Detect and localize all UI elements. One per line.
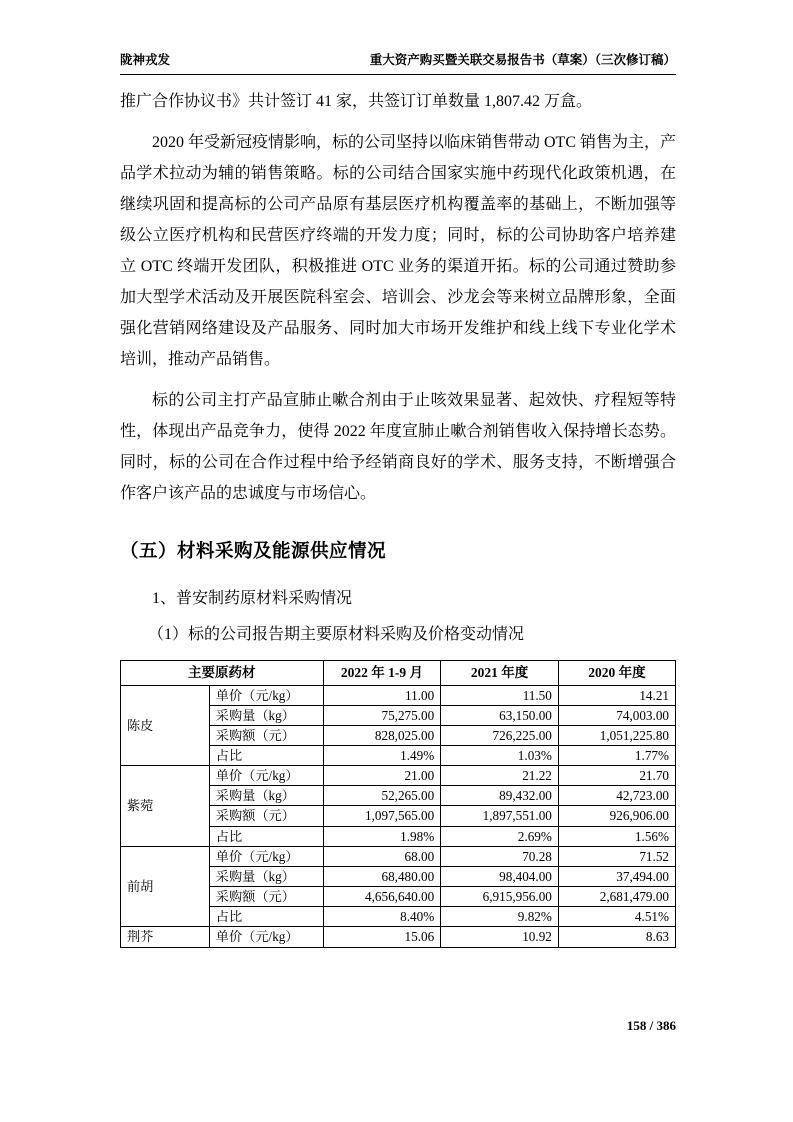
page-header <box>120 50 676 75</box>
col-header-period: 2021 年度 <box>441 661 559 686</box>
value-cell: 98,404.00 <box>441 866 559 886</box>
value-cell: 63,150.00 <box>441 705 559 725</box>
value-cell: 74,003.00 <box>558 705 675 725</box>
value-cell: 42,723.00 <box>558 786 675 806</box>
value-cell: 2.69% <box>441 826 559 846</box>
metric-label-cell: 采购量（kg） <box>209 705 323 725</box>
table-row <box>121 766 676 786</box>
material-name-cell: 前胡 <box>121 846 210 927</box>
value-cell: 14.21 <box>558 685 675 705</box>
material-name-cell: 荆芥 <box>121 927 210 947</box>
value-cell: 828,025.00 <box>323 725 441 745</box>
table-body <box>121 685 676 947</box>
value-cell: 1.77% <box>558 746 675 766</box>
col-header-period: 2022 年 1-9 月 <box>323 661 441 686</box>
page-content <box>120 86 676 948</box>
value-cell: 21.00 <box>323 766 441 786</box>
value-cell: 6,915,956.00 <box>441 887 559 907</box>
value-cell: 8.40% <box>323 907 441 927</box>
value-cell: 4,656,640.00 <box>323 887 441 907</box>
value-cell: 2,681,479.00 <box>558 887 675 907</box>
body-paragraph: 2020 年受新冠疫情影响，标的公司坚持以临床销售带动 OTC 销售为主，产品学术拉动为辅的销售策略。标的公司结合国家实施中药现代化政策机遇，在继续巩固和提高标的公司产品原有基层医疗机构覆盖率的基础上，不断加强等级公立医疗机构和民营医疗终端的开发力度；同时，标的公司协助客户培养建立 OTC 终端开发团队，积极推进 OTC 业务的渠道开拓。标的公司通过赞助参加大型学术活动及开展医院科室会、培训会、沙龙会等来树立品牌形象，全面强化营销网络建设及产品服务、同时加大市场开发维护和线上线下专业化学术培训，推动产品销售。 <box>120 134 677 368</box>
raw-materials-table <box>120 660 676 948</box>
metric-label-cell: 采购量（kg） <box>209 786 323 806</box>
metric-label-cell: 单价（元/kg） <box>209 927 323 947</box>
section-heading: （五）材料采购及能源供应情况 <box>120 540 387 561</box>
subsection-heading-1: 1、普安制药原材料采购情况 <box>152 590 353 607</box>
value-cell: 1,897,551.00 <box>441 806 559 826</box>
col-header-material: 主要原药材 <box>121 661 324 686</box>
metric-label-cell: 采购量（kg） <box>209 866 323 886</box>
col-header-period: 2020 年度 <box>558 661 675 686</box>
subsection-heading-2: （1）标的公司报告期主要原材料采购及价格变动情况 <box>148 626 525 643</box>
metric-label-cell: 单价（元/kg） <box>209 846 323 866</box>
value-cell: 1,097,565.00 <box>323 806 441 826</box>
value-cell: 926,906.00 <box>558 806 675 826</box>
table-row <box>121 927 676 947</box>
value-cell: 52,265.00 <box>323 786 441 806</box>
material-name-cell: 紫菀 <box>121 766 210 847</box>
page-number: 158 / 386 <box>626 1018 676 1033</box>
value-cell: 11.50 <box>441 685 559 705</box>
metric-label-cell: 单价（元/kg） <box>209 685 323 705</box>
table-header-row <box>121 661 676 686</box>
metric-label-cell: 采购额（元） <box>209 887 323 907</box>
value-cell: 1.98% <box>323 826 441 846</box>
value-cell: 9.82% <box>441 907 559 927</box>
metric-label-cell: 采购额（元） <box>209 725 323 745</box>
value-cell: 726,225.00 <box>441 725 559 745</box>
metric-label-cell: 占比 <box>209 826 323 846</box>
header-company-name: 陇神戎发 <box>120 53 171 67</box>
material-name-cell: 陈皮 <box>121 685 210 766</box>
value-cell: 8.63 <box>558 927 675 947</box>
value-cell: 68,480.00 <box>323 866 441 886</box>
value-cell: 10.92 <box>441 927 559 947</box>
table-row <box>121 685 676 705</box>
metric-label-cell: 采购额（元） <box>209 806 323 826</box>
metric-label-cell: 占比 <box>209 907 323 927</box>
metric-label-cell: 单价（元/kg） <box>209 766 323 786</box>
metric-label-cell: 占比 <box>209 746 323 766</box>
value-cell: 89,432.00 <box>441 786 559 806</box>
body-paragraph: 推广合作协议书》共计签订 41 家，共签订订单数量 1,807.42 万盒。 <box>120 93 593 110</box>
page-footer <box>120 1018 676 1034</box>
table-head <box>121 661 676 686</box>
body-paragraph: 标的公司主打产品宣肺止嗽合剂由于止咳效果显著、起效快、疗程短等特性，体现出产品竞争力，使得 2022 年度宣肺止嗽合剂销售收入保持增长态势。同时，标的公司在合作过程中给予经销商良好的学术、服务支持，不断增强合作客户该产品的忠诚度与市场信心。 <box>120 392 676 502</box>
value-cell: 1.49% <box>323 746 441 766</box>
value-cell: 68.00 <box>323 846 441 866</box>
value-cell: 21.22 <box>441 766 559 786</box>
value-cell: 11.00 <box>323 685 441 705</box>
value-cell: 1.56% <box>558 826 675 846</box>
header-document-title: 重大资产购买暨关联交易报告书（草案）（三次修订稿） <box>369 53 676 67</box>
value-cell: 21.70 <box>558 766 675 786</box>
value-cell: 1.03% <box>441 746 559 766</box>
value-cell: 4.51% <box>558 907 675 927</box>
value-cell: 15.06 <box>323 927 441 947</box>
value-cell: 1,051,225.80 <box>558 725 675 745</box>
table-row <box>121 846 676 866</box>
value-cell: 71.52 <box>558 846 675 866</box>
value-cell: 70.28 <box>441 846 559 866</box>
value-cell: 37,494.00 <box>558 866 675 886</box>
value-cell: 75,275.00 <box>323 705 441 725</box>
